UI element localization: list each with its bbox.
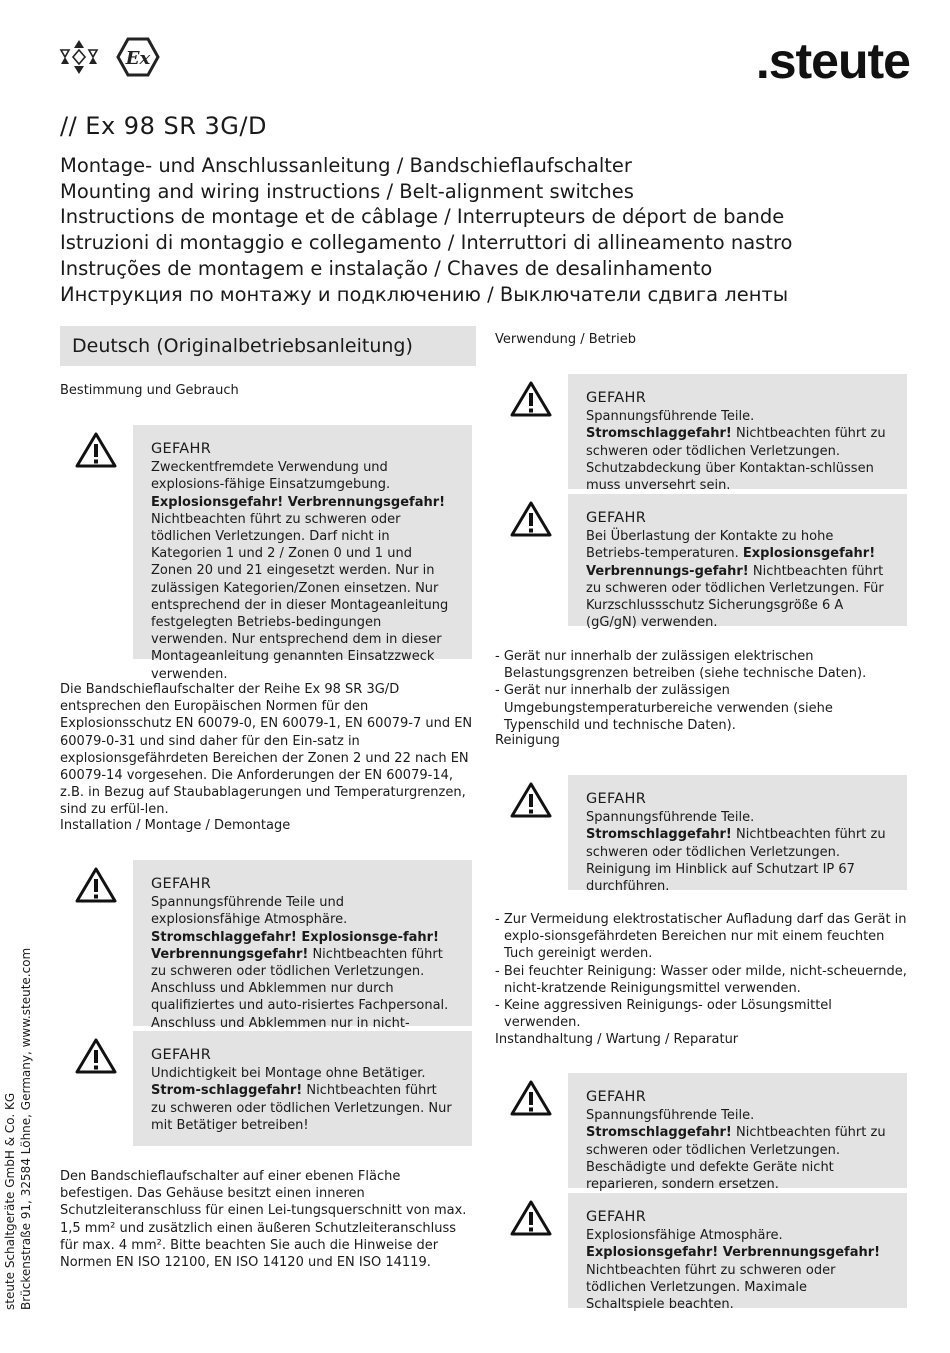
danger-title: GEFAHR <box>586 1209 647 1225</box>
paragraph-mounting: Den Bandschieflaufschalter auf einer ebenen Fläche befestigen. Das Gehäuse besitzt einen inneren Schutzleiteranschluss für einen Lei-tungsquerschnitt von max. 1,5 mm² und zusätzlich einen äußeren Schutzleiteranschluss für max. 4 mm². Bitte beachten Sie auch die Hinweise der Normen EN ISO 12100, EN ISO 14120 und EN ISO 14119. <box>60 1169 467 1271</box>
subtitle-it: Istruzioni di montaggio e collegamento / Interruttori di allineamento nastro <box>60 231 793 255</box>
danger-box-8 <box>568 1193 907 1313</box>
section-heading-reinigung: Reinigung <box>495 733 560 748</box>
danger-title: GEFAHR <box>151 441 212 457</box>
section-heading-verwendung: Verwendung / Betrieb <box>495 332 636 347</box>
danger-title: GEFAHR <box>586 510 647 526</box>
danger-title: GEFAHR <box>586 1089 647 1105</box>
subtitle-fr: Instructions de montage et de câblage / Interrupteurs de déport de bande <box>60 205 785 229</box>
warning-triangle-icon <box>509 1079 553 1117</box>
warning-triangle-icon <box>74 431 118 469</box>
danger-text: Spannungsführende Teile. Stromschlaggefahr! Nichtbeachten führt zu schweren oder tödlichen Verletzungen. Reinigung im Hinblick auf Schutzart IP 67 durchführen. <box>586 810 886 895</box>
subtitle-pt: Instruções de montagem e instalação / Chaves de desalinhamento <box>60 256 713 280</box>
warning-triangle-icon <box>509 1199 553 1237</box>
subtitle-list <box>60 153 793 307</box>
section-heading-installation: Installation / Montage / Demontage <box>60 818 291 833</box>
warning-triangle-icon <box>509 500 553 538</box>
list-item: - Gerät nur innerhalb der zulässigen Umgebungstemperaturbereiche verwenden (siehe Typenschild und technische Daten). <box>495 683 833 733</box>
bullet-list-cleaning <box>495 911 910 1031</box>
danger-text: Bei Überlastung der Kontakte zu hohe Betriebs-temperaturen. Explosionsgefahr! Verbrennungs-gefahr! Nichtbeachten führt zu schweren oder tödlichen Verletzungen. Für Kurzschlussschutz Sicherungsgröße 6 A (gG/gN) verwenden. <box>586 529 884 631</box>
warning-triangle-icon <box>74 866 118 904</box>
bullet-list-operation <box>495 648 910 734</box>
brand-logo: .steute <box>755 33 910 89</box>
company-address-sidebar <box>2 948 34 1310</box>
danger-text: Zweckentfremdete Verwendung und explosions-fähige Einsatzumgebung. Explosionsgefahr! Verbrennungsgefahr! Nichtbeachten führt zu schweren oder tödlichen Verletzungen. Darf nicht in Kategorien 1 und 2 / Zonen 0 und 1 und Zonen 20 und 21 eingesetzt werden. Nur in zulässigen Kategorien/Zonen einsetzen. Nur entsprechend der in dieser Montageanleitung festgelegten Betriebs-bedingungen verwenden. Nur entsprechend dem in dieser Montageanleitung genannten Einsatzzweck verwenden. <box>151 460 449 682</box>
subtitle-en: Mounting and wiring instructions / Belt-alignment switches <box>60 179 634 203</box>
list-item: - Zur Vermeidung elektrostatischer Aufladung darf das Gerät in explo-sionsgefährdeten Bereichen nur mit einem feuchten Tuch gereinigt werden. <box>495 912 907 962</box>
company-address: Brückenstraße 91, 32584 Löhne, Germany, www.steute.com <box>19 947 33 1310</box>
danger-text: Spannungsführende Teile. Stromschlaggefahr! Nichtbeachten führt zu schweren oder tödlichen Verletzungen. Schutzabdeckung über Kontaktan-schlüssen muss unversehrt sein. <box>586 409 886 494</box>
subtitle-de: Montage- und Anschlussanleitung / Bandschieflaufschalter <box>60 154 632 177</box>
ex-symbol: Ex <box>125 48 151 69</box>
danger-box-6 <box>568 775 907 895</box>
warning-triangle-icon <box>509 380 553 418</box>
list-item: - Keine aggressiven Reinigungs- oder Lösungsmittel verwenden. <box>495 998 832 1031</box>
danger-title: GEFAHR <box>151 1047 212 1063</box>
danger-title: GEFAHR <box>586 791 647 807</box>
company-name: steute Schaltgeräte GmbH & Co. KG <box>3 1092 17 1310</box>
danger-text: Spannungsführende Teile und explosionsfähige Atmosphäre. Stromschlaggefahr! Explosionsge-fahr! Verbrennungsgefahr! Nichtbeachten führt zu schweren oder tödlichen Verletzungen. Anschluss und Abklemmen nur durch qualifiziertes und auto-risiertes Fachpersonal. Anschluss und Abklemmen nur in nicht- <box>151 895 449 1031</box>
document-title: // Ex 98 SR 3G/D <box>60 112 267 140</box>
danger-box-4 <box>568 374 907 494</box>
danger-text: Explosionsfähige Atmosphäre. Explosionsgefahr! Verbrennungsgefahr! Nichtbeachten führt zu schweren oder tödlichen Verletzungen. Maximale Schaltspiele beachten. <box>586 1228 881 1313</box>
danger-text: Undichtigkeit bei Montage ohne Betätiger. Strom-schlaggefahr! Nichtbeachten führt zu schweren oder tödlichen Verletzungen. Nur mit Betätiger betreiben! <box>151 1066 452 1133</box>
list-item: - Bei feuchter Reinigung: Wasser oder milde, nicht-scheuernde, nicht-kratzende Reinigungsmittel verwenden. <box>495 963 907 996</box>
compliance-mark-icon <box>58 38 100 76</box>
danger-text: Spannungsführende Teile. Stromschlaggefahr! Nichtbeachten führt zu schweren oder tödlichen Verletzungen. Beschädigte und defekte Geräte nicht reparieren, sondern ersetzen. <box>586 1108 886 1193</box>
danger-title: GEFAHR <box>151 876 212 892</box>
paragraph-norms: Die Bandschieflaufschalter der Reihe Ex 98 SR 3G/D entsprechen den Europäischen Normen für den Explosionsschutz EN 60079-0, EN 60079-1, EN 60079-7 und EN 60079-0-31 und sind daher für den Ein-satz in explosionsgefährdeten Bereichen der Zonen 2 und 22 nach EN 60079-14 vorgesehen. Die Anforderungen der EN 60079-14, z.B. in Bezug auf Staubablagerungen und Temperaturgrenzen, sind zu erfül-len. <box>60 682 473 818</box>
danger-box-2 <box>133 860 472 1031</box>
danger-box-7 <box>568 1073 907 1193</box>
danger-box-5 <box>568 494 907 631</box>
atex-hexagon-icon <box>116 37 160 77</box>
warning-triangle-icon <box>74 1037 118 1075</box>
section-heading-bestimmung: Bestimmung und Gebrauch <box>60 383 239 398</box>
danger-title: GEFAHR <box>586 390 647 406</box>
subtitle-ru: Инструкция по монтажу и подключению / Выключатели сдвига ленты <box>60 282 789 306</box>
list-item: - Gerät nur innerhalb der zulässigen elektrischen Belastungsgrenzen betreiben (siehe technische Daten). <box>495 649 867 682</box>
language-box: Deutsch (Originalbetriebsanleitung) <box>60 326 476 366</box>
danger-box-3 <box>133 1031 472 1146</box>
warning-triangle-icon <box>509 781 553 819</box>
danger-box-1 <box>133 425 472 682</box>
section-heading-instandhaltung: Instandhaltung / Wartung / Reparatur <box>495 1032 739 1047</box>
